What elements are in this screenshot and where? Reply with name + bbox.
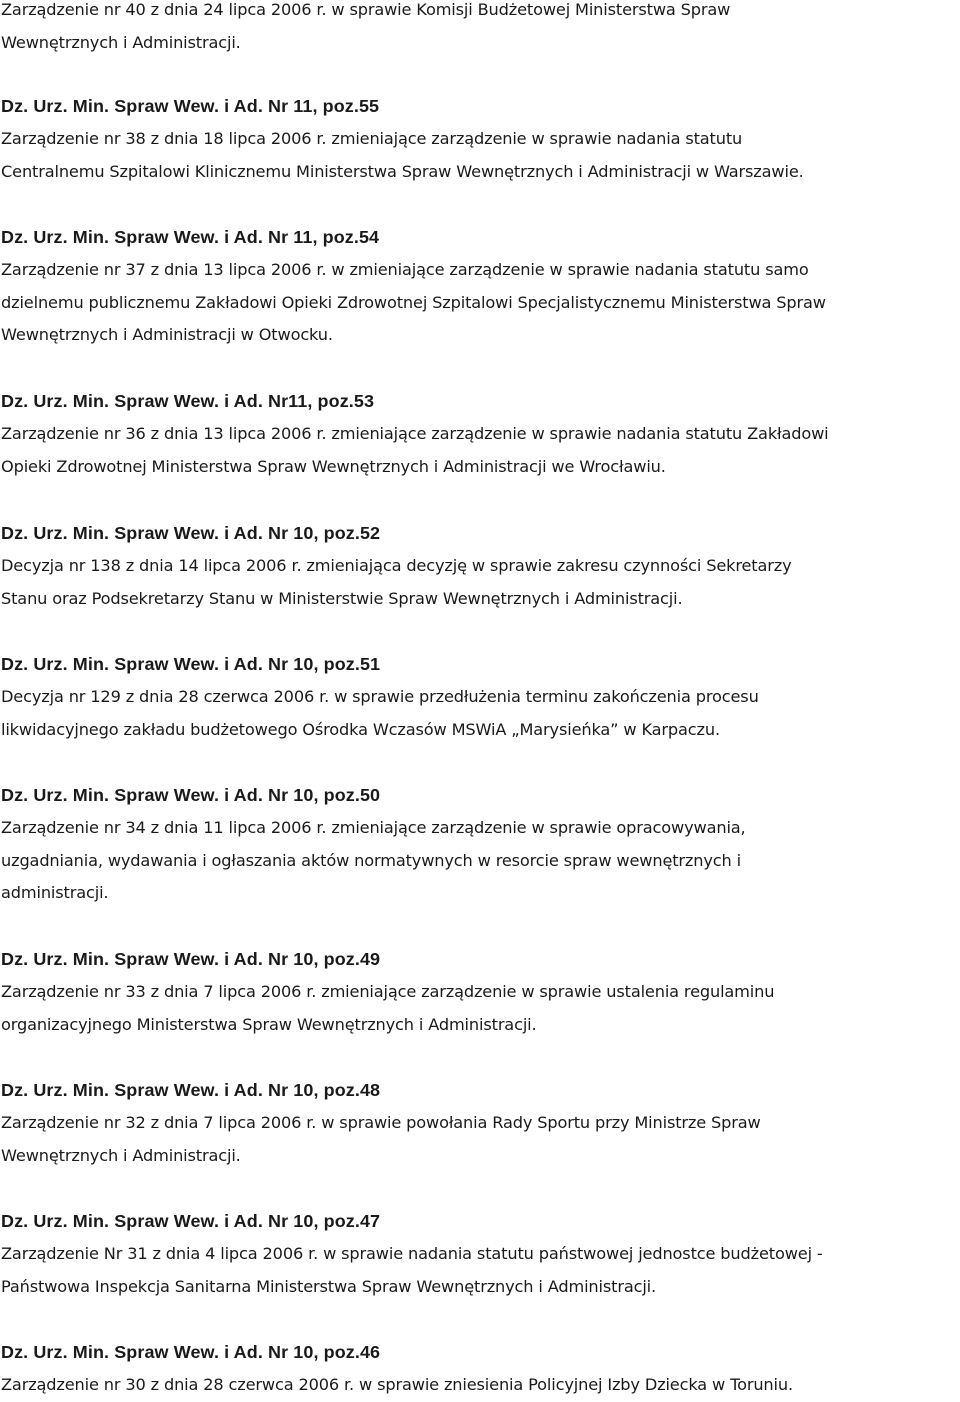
description-line: Wewnętrznych i Administracji w Otwocku. [1,325,333,344]
entry-heading: Dz. Urz. Min. Spraw Wew. i Ad. Nr 10, poz.46 [1,1342,381,1362]
description-line: Państwowa Inspekcja Sanitarna Ministerstwa Spraw Wewnętrznych i Administracji. [1,1276,657,1296]
description-line: dzielnemu publicznemu Zakładowi Opieki Zdrowotnej Szpitalowi Specjalistycznemu Ministerstwa Spraw [1,292,826,312]
description-line: Zarządzenie nr 37 z dnia 13 lipca 2006 r. w zmieniające zarządzenie w sprawie nadania statutu samo [1,260,809,279]
description-line: Zarządzenie nr 33 z dnia 7 lipca 2006 r. zmieniające zarządzenie w sprawie ustalenia regulaminu [1,982,775,1001]
entry-10 [1,1205,958,1303]
description-line: Zarządzenie nr 34 z dnia 11 lipca 2006 r. zmieniające zarządzenie w sprawie opracowywania, [1,818,746,837]
entry-description [1,254,958,352]
entry-description [1,812,958,910]
entry-description [1,550,958,615]
entry-description [1,0,958,59]
description-line: likwidacyjnego zakładu budżetowego Ośrodka Wczasów MSWiA „Marysieńka” w Karpaczu. [1,719,720,739]
entry-11 [1,1336,958,1402]
entry-description [1,418,958,483]
description-line: Zarządzenie nr 38 z dnia 18 lipca 2006 r. zmieniające zarządzenie w sprawie nadania statutu [1,129,743,148]
entry-9 [1,1074,958,1172]
description-line: Zarządzenie nr 32 z dnia 7 lipca 2006 r. w sprawie powołania Rady Sportu przy Ministrze Spraw [1,1113,761,1132]
description-line: Wewnętrznych i Administracji. [1,32,241,52]
entry-description [1,123,958,188]
description-line: Decyzja nr 138 z dnia 14 lipca 2006 r. zmieniająca decyzję w sprawie zakresu czynności Sekretarzy [1,556,792,575]
description-line: Centralnemu Szpitalowi Klinicznemu Ministerstwa Spraw Wewnętrznych i Administracji w Warszawie. [1,161,804,181]
entry-5 [1,517,958,615]
entry-1 [1,0,958,59]
description-line: Zarządzenie nr 36 z dnia 13 lipca 2006 r. zmieniające zarządzenie w sprawie nadania statutu Zakładowi [1,424,829,443]
entry-heading: Dz. Urz. Min. Spraw Wew. i Ad. Nr 10, poz.52 [1,523,381,543]
description-line: Opieki Zdrowotnej Ministerstwa Spraw Wewnętrznych i Administracji we Wrocławiu. [1,456,666,476]
description-line: Zarządzenie nr 30 z dnia 28 czerwca 2006 r. w sprawie zniesienia Policyjnej Izby Dziecka w Toruniu. [1,1375,793,1394]
entry-description [1,681,958,746]
entry-8 [1,943,958,1041]
entry-3 [1,221,958,352]
entry-4 [1,385,958,483]
entry-heading: Dz. Urz. Min. Spraw Wew. i Ad. Nr 11, poz.54 [1,227,380,247]
entry-6 [1,648,958,746]
description-line: Zarządzenie nr 40 z dnia 24 lipca 2006 r. w sprawie Komisji Budżetowej Ministerstwa Spraw [1,0,731,19]
description-line: Wewnętrznych i Administracji. [1,1145,241,1165]
description-line: administracji. [1,883,109,902]
entry-7 [1,779,958,910]
entry-heading: Dz. Urz. Min. Spraw Wew. i Ad. Nr 10, poz.51 [1,654,381,674]
entry-2 [1,90,958,188]
entry-heading: Dz. Urz. Min. Spraw Wew. i Ad. Nr11, poz.53 [1,391,375,411]
description-line: Zarządzenie Nr 31 z dnia 4 lipca 2006 r. w sprawie nadania statutu państwowej jednostce budżetowej - [1,1244,823,1263]
entry-heading: Dz. Urz. Min. Spraw Wew. i Ad. Nr 10, poz.48 [1,1080,381,1100]
entry-heading: Dz. Urz. Min. Spraw Wew. i Ad. Nr 10, poz.50 [1,785,381,805]
entry-description [1,976,958,1041]
entry-description [1,1107,958,1172]
entry-heading: Dz. Urz. Min. Spraw Wew. i Ad. Nr 10, poz.47 [1,1211,381,1231]
description-line: uzgadniania, wydawania i ogłaszania aktów normatywnych w resorcie spraw wewnętrznych i [1,850,741,870]
entry-description [1,1238,958,1303]
description-line: Decyzja nr 129 z dnia 28 czerwca 2006 r. w sprawie przedłużenia terminu zakończenia procesu [1,687,759,706]
entry-heading: Dz. Urz. Min. Spraw Wew. i Ad. Nr 11, poz.55 [1,96,380,116]
description-line: Stanu oraz Podsekretarzy Stanu w Ministerstwie Spraw Wewnętrznych i Administracji. [1,588,683,608]
description-line: organizacyjnego Ministerstwa Spraw Wewnętrznych i Administracji. [1,1014,537,1034]
entry-description [1,1369,958,1402]
entry-heading: Dz. Urz. Min. Spraw Wew. i Ad. Nr 10, poz.49 [1,949,381,969]
